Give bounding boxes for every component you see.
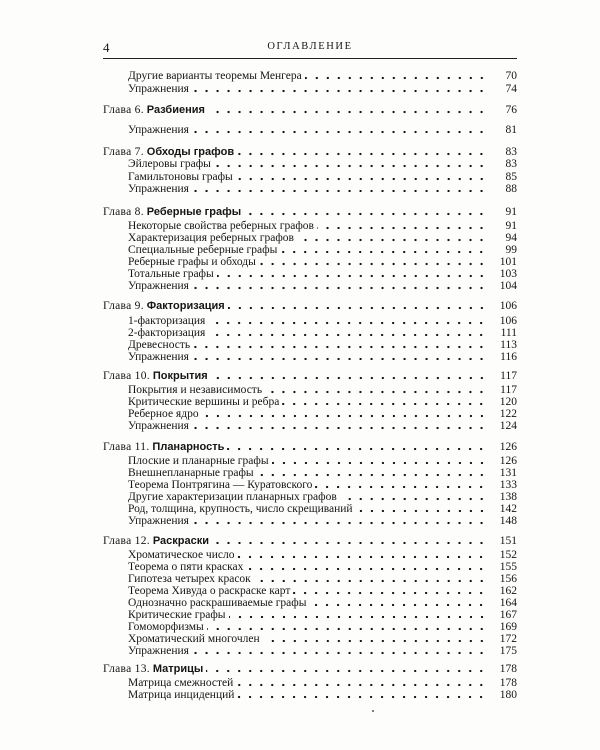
toc-item bbox=[128, 609, 517, 621]
page-ref: 178 bbox=[499, 663, 517, 675]
toc-item bbox=[128, 315, 517, 327]
toc-item bbox=[128, 256, 517, 268]
dot-leader bbox=[244, 212, 487, 216]
page-ref: 126 bbox=[499, 455, 517, 467]
toc-item-title: Матрица смежностей bbox=[128, 677, 234, 689]
dot-leader bbox=[265, 390, 487, 394]
dot-leader bbox=[192, 426, 487, 430]
dot-leader bbox=[217, 274, 487, 278]
toc-item bbox=[128, 280, 517, 292]
page-ref: 83 bbox=[505, 146, 517, 158]
page-ref: 113 bbox=[500, 339, 517, 351]
toc-item bbox=[128, 585, 517, 597]
dot-leader bbox=[280, 250, 487, 254]
dot-leader bbox=[237, 152, 487, 156]
chapter-label: Глава 6. bbox=[103, 104, 144, 116]
toc-item-title: Древесность bbox=[128, 339, 191, 351]
toc-item bbox=[128, 396, 517, 408]
toc-item bbox=[128, 232, 517, 244]
dot-leader bbox=[227, 447, 487, 451]
toc-item-title: Специальные реберные графы bbox=[128, 244, 278, 256]
chapter-label: Глава 11. bbox=[103, 441, 150, 453]
toc-item bbox=[128, 503, 517, 515]
page-number: 4 bbox=[103, 40, 110, 55]
toc-item-title: Упражнения bbox=[128, 124, 189, 136]
page-ref: 142 bbox=[499, 503, 517, 515]
dot-leader bbox=[193, 345, 487, 349]
toc-item bbox=[128, 645, 517, 657]
page-ref: 116 bbox=[500, 351, 517, 363]
dot-leader bbox=[246, 567, 487, 571]
toc-item bbox=[128, 183, 517, 195]
dot-leader bbox=[228, 306, 487, 310]
toc-chapter bbox=[103, 206, 517, 218]
dot-leader bbox=[309, 603, 487, 607]
chapter-title: Раскраски bbox=[152, 535, 209, 547]
toc-chapter bbox=[103, 663, 517, 675]
toc-item bbox=[128, 621, 517, 633]
chapter-label: Глава 13. bbox=[103, 663, 150, 675]
dot-leader bbox=[297, 238, 487, 242]
chapter-title: Покрытия bbox=[152, 370, 208, 382]
page-ref: 162 bbox=[499, 585, 517, 597]
page-ref: 164 bbox=[499, 597, 517, 609]
toc-item bbox=[128, 408, 517, 420]
dot-leader bbox=[192, 89, 487, 93]
page-ref: 101 bbox=[499, 256, 517, 268]
toc-item-title: Критические вершины и ребра bbox=[128, 396, 280, 408]
dot-leader bbox=[192, 651, 487, 655]
toc-item bbox=[128, 171, 517, 183]
dot-leader bbox=[237, 695, 487, 699]
header-rule bbox=[103, 58, 517, 59]
chapter-label: Глава 12. bbox=[103, 535, 150, 547]
dot-leader bbox=[236, 683, 487, 687]
toc-item-title: Упражнения bbox=[128, 420, 189, 432]
toc-item-title: Гипотеза четырех красок bbox=[128, 573, 251, 585]
page-ref: 133 bbox=[499, 479, 517, 491]
dot-leader bbox=[237, 555, 487, 559]
dot-leader bbox=[192, 130, 487, 134]
page-ref: 74 bbox=[505, 83, 517, 95]
page-ref: 175 bbox=[499, 645, 517, 657]
page-ref: 104 bbox=[499, 280, 517, 292]
toc-item-title: Теорема Понтрягина — Куратовского bbox=[128, 479, 313, 491]
dot-leader bbox=[259, 262, 487, 266]
toc-item-title: Эйлеровы графы bbox=[128, 158, 211, 170]
toc-item bbox=[128, 327, 517, 339]
toc-chapter bbox=[103, 146, 517, 158]
page-ref: 151 bbox=[499, 535, 517, 547]
toc-chapter bbox=[103, 441, 517, 453]
page-ref: 172 bbox=[499, 633, 517, 645]
running-title: ОГЛАВЛЕНИЕ bbox=[267, 41, 353, 52]
dot-leader bbox=[272, 461, 487, 465]
chapter-heading bbox=[103, 441, 227, 453]
toc-item-title: Гамильтоновы графы bbox=[128, 171, 233, 183]
page-ref: 117 bbox=[500, 384, 517, 396]
toc-item bbox=[128, 70, 517, 82]
toc-item bbox=[128, 573, 517, 585]
chapter-heading bbox=[103, 663, 206, 675]
dot-leader bbox=[207, 627, 487, 631]
toc-item-title: Теорема о пяти красках bbox=[128, 561, 244, 573]
page-ref: 126 bbox=[499, 441, 517, 453]
chapter-title: Реберные графы bbox=[146, 206, 242, 218]
toc-item bbox=[128, 83, 517, 95]
page-ref: 85 bbox=[505, 171, 517, 183]
chapter-label: Глава 7. bbox=[103, 146, 144, 158]
toc-item bbox=[128, 467, 517, 479]
toc-item-title: Хроматический многочлен bbox=[128, 633, 260, 645]
page-ref: 91 bbox=[505, 220, 517, 232]
dot-leader bbox=[254, 579, 487, 583]
toc-item-title: Упражнения bbox=[128, 645, 189, 657]
toc-item bbox=[128, 689, 517, 701]
page-ref: 169 bbox=[499, 621, 517, 633]
toc-item-title: Матрица инциденций bbox=[128, 689, 235, 701]
print-speck bbox=[372, 710, 374, 712]
toc-chapter bbox=[103, 535, 517, 547]
toc-item bbox=[128, 420, 517, 432]
toc-item bbox=[128, 339, 517, 351]
toc-item bbox=[128, 597, 517, 609]
toc-item-title: Критические графы bbox=[128, 609, 226, 621]
page-ref: 117 bbox=[500, 370, 517, 382]
chapter-title: Матрицы bbox=[152, 663, 204, 675]
chapter-label: Глава 10. bbox=[103, 370, 150, 382]
dot-leader bbox=[208, 333, 487, 337]
page-ref: 152 bbox=[499, 549, 517, 561]
page-ref: 94 bbox=[505, 232, 517, 244]
toc-item bbox=[128, 561, 517, 573]
dot-leader bbox=[293, 591, 487, 595]
toc-item-title: Упражнения bbox=[128, 183, 189, 195]
dot-leader bbox=[212, 541, 487, 545]
toc-item-title: Другие характеризации планарных графов bbox=[128, 491, 337, 503]
page-ref: 103 bbox=[499, 268, 517, 280]
toc-item-title: Однозначно раскрашиваемые графы bbox=[128, 597, 307, 609]
page-ref: 111 bbox=[500, 327, 517, 339]
toc-item bbox=[128, 124, 517, 136]
toc-item-title: Упражнения bbox=[128, 83, 189, 95]
page-ref: 106 bbox=[499, 315, 517, 327]
page-ref: 91 bbox=[505, 206, 517, 218]
chapter-label: Глава 8. bbox=[103, 206, 144, 218]
toc-item-title: Упражнения bbox=[128, 351, 189, 363]
toc-item bbox=[128, 244, 517, 256]
page-ref: 70 bbox=[505, 70, 517, 82]
page-ref: 124 bbox=[499, 420, 517, 432]
toc-item-title: Хроматическое число bbox=[128, 549, 235, 561]
page-ref: 88 bbox=[505, 183, 517, 195]
toc-item bbox=[128, 633, 517, 645]
toc-chapter bbox=[103, 104, 517, 116]
chapter-title: Факторизация bbox=[146, 300, 225, 312]
chapter-title: Обходы графов bbox=[146, 146, 235, 158]
toc-chapter bbox=[103, 370, 517, 382]
page-ref: 167 bbox=[499, 609, 517, 621]
toc-item bbox=[128, 491, 517, 503]
page-ref: 180 bbox=[499, 689, 517, 701]
toc-item-title: Род, толщина, крупность, число скрещиваний bbox=[128, 503, 353, 515]
toc-item bbox=[128, 384, 517, 396]
dot-leader bbox=[202, 414, 487, 418]
toc-item-title: Реберное ядро bbox=[128, 408, 199, 420]
chapter-label: Глава 9. bbox=[103, 300, 144, 312]
dot-leader bbox=[282, 402, 487, 406]
dot-leader bbox=[192, 189, 487, 193]
page-ref: 122 bbox=[499, 408, 517, 420]
toc-chapter bbox=[103, 300, 517, 312]
toc-item bbox=[128, 351, 517, 363]
page-ref: 131 bbox=[499, 467, 517, 479]
toc-item bbox=[128, 158, 517, 170]
page-ref: 106 bbox=[499, 300, 517, 312]
dot-leader bbox=[211, 376, 487, 380]
page-ref: 138 bbox=[499, 491, 517, 503]
chapter-heading bbox=[103, 300, 228, 312]
chapter-title: Разбиения bbox=[146, 104, 205, 116]
page-ref: 99 bbox=[505, 244, 517, 256]
dot-leader bbox=[208, 110, 487, 114]
toc-item-title: Гомоморфизмы bbox=[128, 621, 204, 633]
page-ref: 120 bbox=[499, 396, 517, 408]
page-ref: 156 bbox=[499, 573, 517, 585]
dot-leader bbox=[206, 669, 487, 673]
toc-item-title: Теорема Хивуда о раскраске карт bbox=[128, 585, 291, 597]
toc-item-title: 2-факторизация bbox=[128, 327, 206, 339]
toc-item-title: Упражнения bbox=[128, 515, 189, 527]
dot-leader bbox=[257, 473, 487, 477]
chapter-heading bbox=[103, 104, 208, 116]
toc-item-title: Характеризация реберных графов bbox=[128, 232, 294, 244]
toc-item-title: Внешнепланарные графы bbox=[128, 467, 254, 479]
page-ref: 155 bbox=[499, 561, 517, 573]
dot-leader bbox=[315, 485, 487, 489]
dot-leader bbox=[263, 639, 487, 643]
chapter-heading bbox=[103, 535, 212, 547]
page-ref: 83 bbox=[505, 158, 517, 170]
toc-item bbox=[128, 220, 517, 232]
toc-item bbox=[128, 479, 517, 491]
dot-leader bbox=[356, 509, 487, 513]
page-ref: 76 bbox=[505, 104, 517, 116]
toc-item-title: Тотальные графы bbox=[128, 268, 214, 280]
dot-leader bbox=[214, 164, 487, 168]
toc-item-title: Некоторые свойства реберных графов bbox=[128, 220, 314, 232]
toc-item bbox=[128, 549, 517, 561]
page-ref: 81 bbox=[505, 124, 517, 136]
toc-item-title: Покрытия и независимость bbox=[128, 384, 263, 396]
dot-leader bbox=[229, 615, 487, 619]
toc-item-title: Реберные графы и обходы bbox=[128, 256, 256, 268]
chapter-heading bbox=[103, 370, 211, 382]
toc-item bbox=[128, 455, 517, 467]
toc-item-title: Другие варианты теоремы Менгера bbox=[128, 70, 302, 82]
toc-item bbox=[128, 515, 517, 527]
dot-leader bbox=[208, 321, 487, 325]
toc-item-title: Плоские и планарные графы bbox=[128, 455, 269, 467]
dot-leader bbox=[317, 226, 487, 230]
chapter-heading bbox=[103, 146, 237, 158]
page-ref: 148 bbox=[499, 515, 517, 527]
dot-leader bbox=[192, 286, 487, 290]
dot-leader bbox=[192, 521, 487, 525]
chapter-heading bbox=[103, 206, 244, 218]
chapter-title: Планарность bbox=[152, 441, 225, 453]
toc-item bbox=[128, 677, 517, 689]
dot-leader bbox=[236, 177, 487, 181]
dot-leader bbox=[305, 76, 487, 80]
dot-leader bbox=[192, 357, 487, 361]
toc-item bbox=[128, 268, 517, 280]
dot-leader bbox=[340, 497, 487, 501]
toc-item-title: Упражнения bbox=[128, 280, 189, 292]
toc-item-title: 1-факторизация bbox=[128, 315, 206, 327]
page-ref: 178 bbox=[499, 677, 517, 689]
page-header bbox=[103, 40, 517, 54]
